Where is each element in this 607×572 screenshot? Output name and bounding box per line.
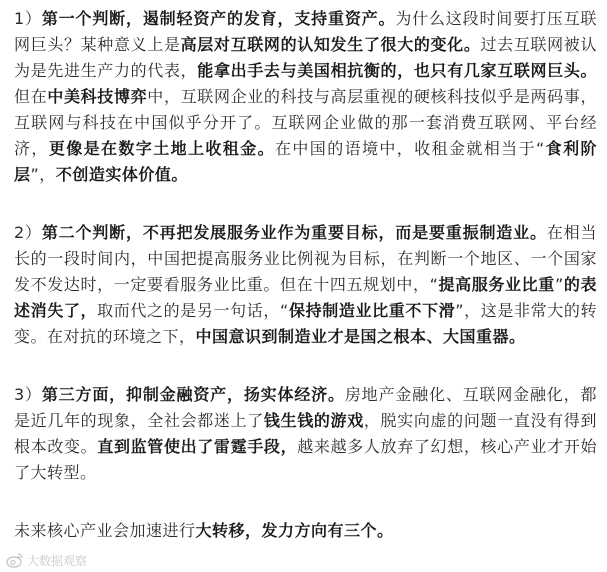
watermark [6, 551, 87, 569]
text-segment: 越来越多人放弃了幻想，核心产业才开始了大转型。 [14, 437, 597, 482]
text-segment: ” [554, 275, 564, 294]
text-segment: ”，这是非常大的转变。在对抗的环境之下， [14, 301, 597, 346]
text-segment: ，脱实向虚的问题一直没有得到根本改变。 [14, 411, 597, 456]
bold-text-segment: 更像是在数字土地上收租金。 [48, 139, 275, 158]
text-segment: 3） [14, 385, 42, 404]
bold-text-segment: 第二个判断，不再把发展服务业作为重要目标，而是要重振制造业。 [41, 223, 547, 242]
bold-text-segment: 高层对互联网的认知发生了很大的变化。 [180, 35, 481, 54]
text-segment: 在中国的语境中，收租金就相当于“ [275, 139, 545, 158]
text-segment: 房地产金融化、互联网金融化，都是近几年的现象，全社会都迷上了 [14, 385, 597, 430]
bold-text-segment: 中国意识到制造业才是国之根本、大国重器。 [195, 327, 526, 346]
bold-text-segment: 第一个判断，遏制轻资产的发育，支持重资产。 [41, 9, 396, 28]
bold-text-segment: 的表述消失了， [14, 275, 597, 320]
text-segment: 但在 [14, 87, 48, 106]
bold-text-segment: 大转移，发力方向有三个。 [195, 521, 394, 540]
bold-text-segment: 中美科技博弈 [47, 87, 148, 106]
weibo-icon [6, 552, 24, 568]
bold-text-segment: 不创造实体价值。 [55, 165, 188, 184]
paragraph-judgement-1 [14, 6, 597, 188]
bold-text-segment: 能拿出手去与美国相抗衡的，也只有几家互联网巨头。 [197, 61, 597, 80]
bold-text-segment: 钱生钱的游戏 [263, 411, 364, 430]
text-segment: ”， [30, 165, 56, 184]
paragraph-judgement-2 [14, 220, 597, 350]
text-segment: 在相当长的一段时间内，中国把提高服务业比例视为目标，在判断一个地区、一个国家发不发达时，一定要看服务业比重。但在十四五规划中，“ [14, 223, 597, 294]
bold-text-segment: 保持制造业比重不下滑 [288, 301, 456, 320]
text-segment: 为什么这段时间要打压互联网巨头？某种意义上是 [14, 9, 597, 54]
text-segment: 中，互联网企业的科技与高层重视的硬核科技似乎是两码事，互联网与科技在中国似乎分开了。互联网企业做的那一套消费互联网、平台经济， [14, 87, 597, 158]
text-segment: 2） [14, 223, 42, 242]
bold-text-segment: 食利阶层 [14, 139, 597, 184]
bold-text-segment: 直到监管使出了雷霆手段， [97, 437, 298, 456]
watermark-text: 大数据观察 [27, 553, 88, 568]
text-segment: 未来核心产业会加速进行 [14, 521, 196, 540]
paragraph-judgement-3 [14, 382, 597, 486]
article-body [14, 6, 597, 544]
paragraph-conclusion [14, 518, 597, 544]
text-segment: 取而代之的是另一句话，“ [97, 301, 289, 320]
text-segment: 1） [14, 9, 42, 28]
text-segment: 过去互联网被认为是先进生产力的代表， [14, 35, 597, 80]
bold-text-segment: 提高服务业比重 [438, 275, 555, 294]
bold-text-segment: 第三方面，抑制金融资产，扬实体经济。 [41, 385, 345, 404]
